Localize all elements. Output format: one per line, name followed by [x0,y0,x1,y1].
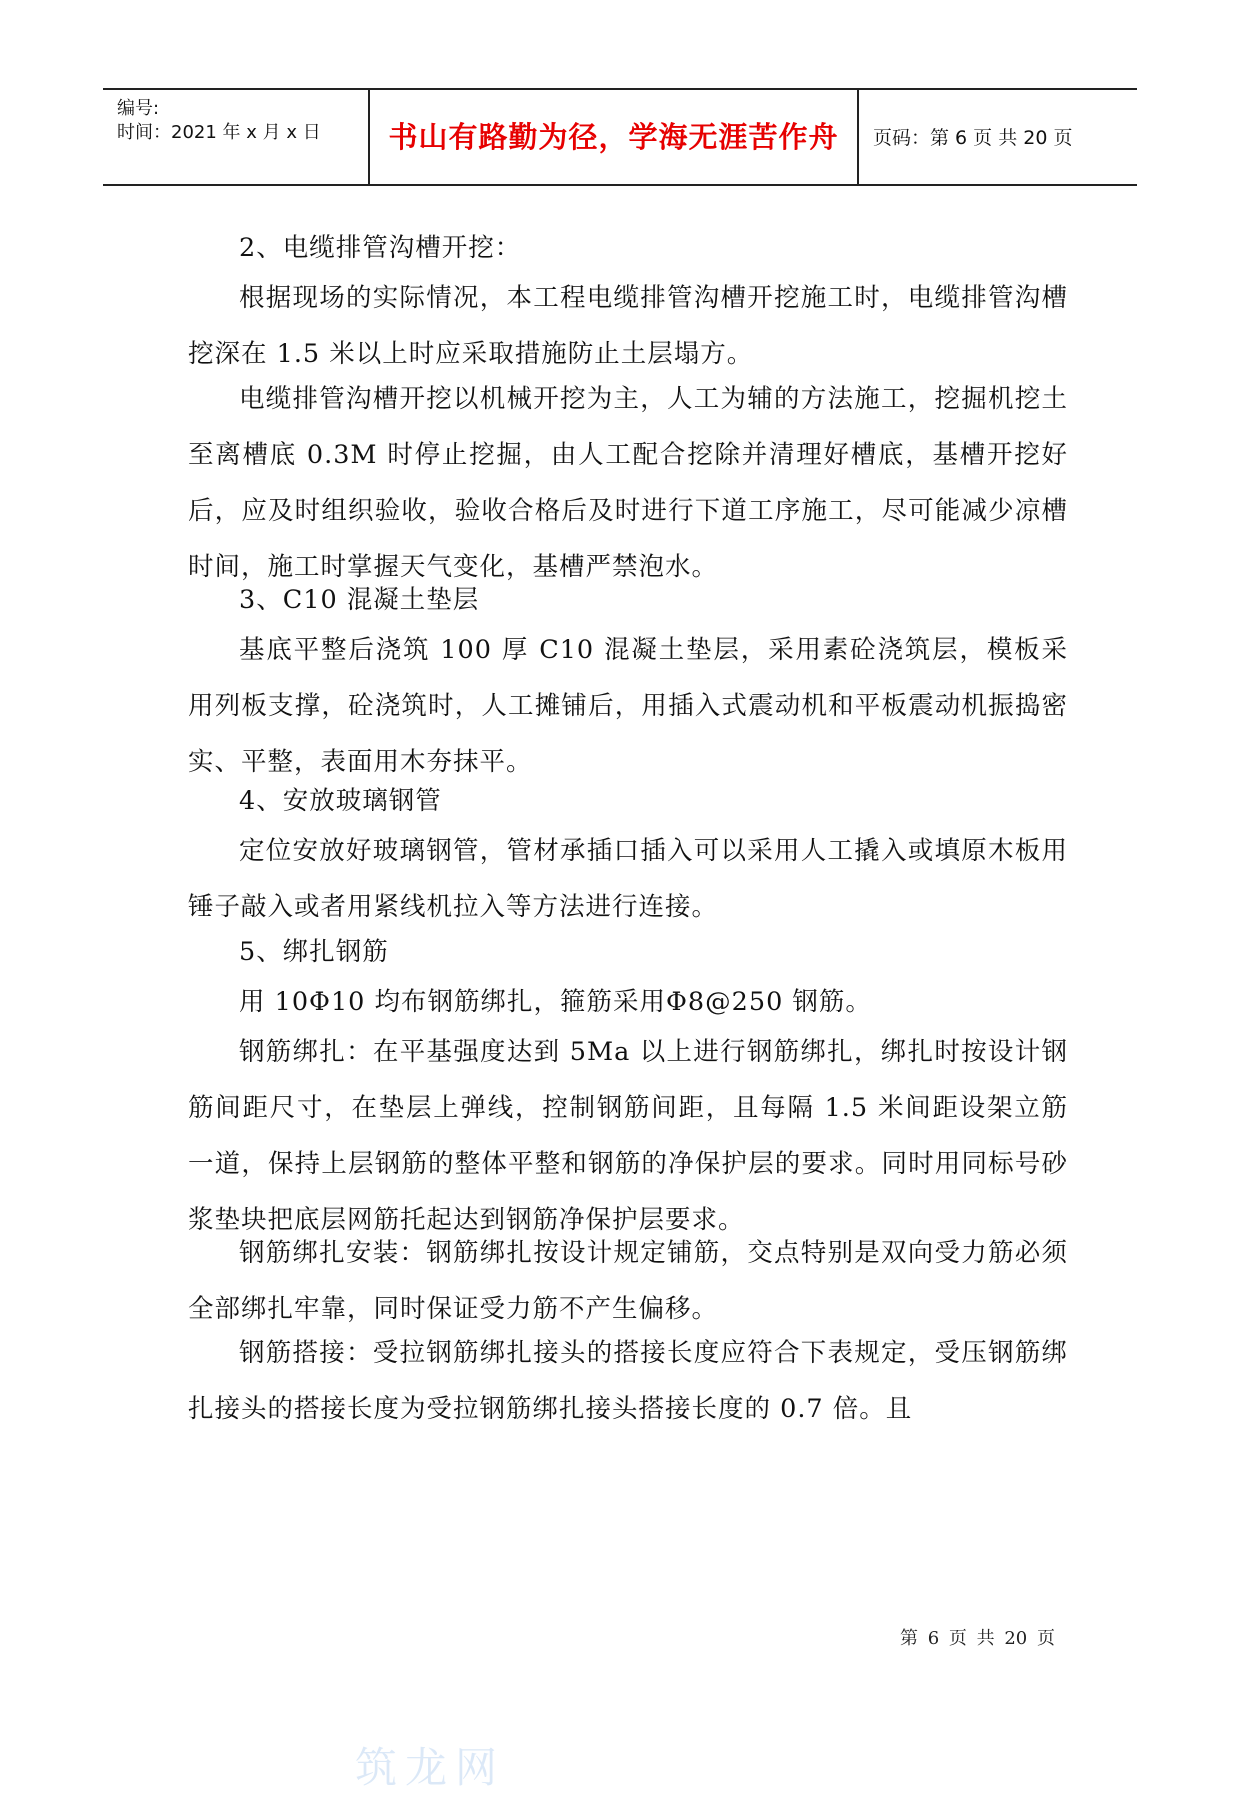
header-page-cell [859,90,1137,184]
paragraph-concrete-cushion: 基底平整后浇筑 100 厚 C10 混凝土垫层，采用素砼浇筑层，模板采用列板支撑，砼浇筑时，人工摊铺后，用插入式震动机和平板震动机振捣密实、平整，表面用木夯抹平。 [188,635,1068,777]
paragraph-trench-excavation: 电缆排管沟槽开挖以机械开挖为主，人工为辅的方法施工，挖掘机挖土至离槽底 0.3M 时停止挖掘，由人工配合挖除并清理好槽底，基槽开挖好后，应及时组织验收，验收合格后及时进行下道工序施工，尽可能减少凉槽时间，施工时掌握天气变化，基槽严禁泡水。 [188,384,1068,582]
paragraph-rebar-binding: 钢筋绑扎：在平基强度达到 5Ma 以上进行钢筋绑扎，绑扎时按设计钢筋间距尺寸，在垫层上弹线，控制钢筋间距，且每隔 1.5 米间距设架立筋一道，保持上层钢筋的整体平整和钢筋的净保护层的要求。同时用同标号砂浆垫块把底层网筋托起达到钢筋净保护层要求。 [188,1037,1068,1235]
paragraph-site-conditions: 根据现场的实际情况，本工程电缆排管沟槽开挖施工时，电缆排管沟槽挖深在 1.5 米以上时应采取措施防止土层塌方。 [188,283,1068,369]
paragraph-pipe-placement: 定位安放好玻璃钢管，管材承插口插入可以采用人工撬入或填原木板用锤子敲入或者用紧线机拉入等方法进行连接。 [188,836,1068,922]
header-motto-cell [370,90,859,184]
section-heading-5: 5、绑扎钢筋 [239,937,389,967]
paragraph-rebar-spec: 用 10Φ10 均布钢筋绑扎，箍筋采用Φ8@250 钢筋。 [239,987,872,1017]
document-number-label: 编号: [117,98,160,119]
page-footer-number: 第 6 页 共 20 页 [900,1628,1055,1649]
header-motto: 书山有路勤为径，学海无涯苦作舟 [388,120,839,154]
watermark-text: 筑龙网 [355,1743,506,1792]
section-heading-3: 3、C10 混凝土垫层 [239,585,480,615]
document-date: 时间：2021 年 x 月 x 日 [117,122,321,143]
page-header [103,88,1137,186]
section-heading-4: 4、安放玻璃钢管 [239,786,442,816]
header-page-code: 页码：第 6 页 共 20 页 [873,127,1073,149]
paragraph-rebar-lapping: 钢筋搭接：受拉钢筋绑扎接头的搭接长度应符合下表规定，受压钢筋绑扎接头的搭接长度为受拉钢筋绑扎接头搭接长度的 0.7 倍。且 [188,1338,1068,1424]
paragraph-rebar-installation: 钢筋绑扎安装：钢筋绑扎按设计规定铺筋，交点特别是双向受力筋必须全部绑扎牢靠，同时保证受力筋不产生偏移。 [188,1238,1068,1324]
section-heading-2: 2、电缆排管沟槽开挖： [239,233,522,263]
header-meta-cell [103,90,370,184]
